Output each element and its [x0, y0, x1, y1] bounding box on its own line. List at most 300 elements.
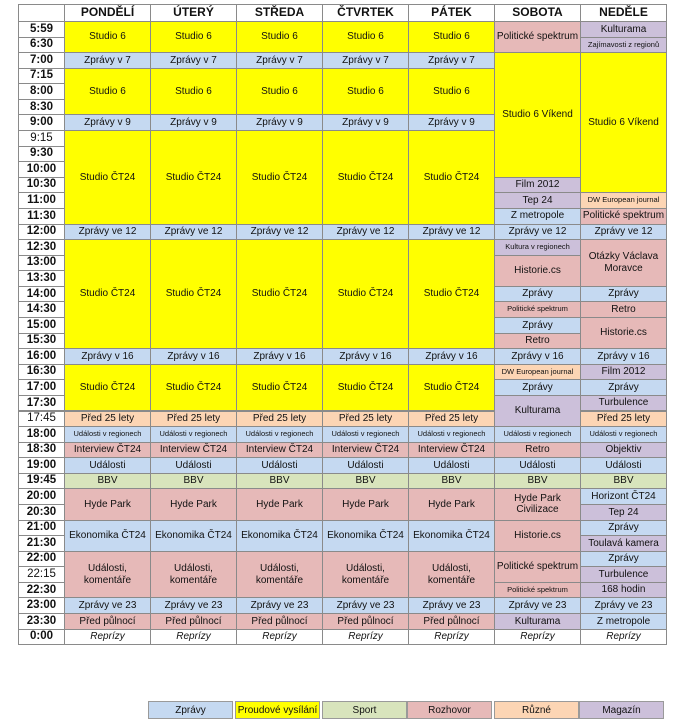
- program-studio-6-label: Studio 6: [433, 31, 470, 43]
- program-studio-ct24: [150, 364, 237, 412]
- program-reprizy-label: Reprízy: [90, 631, 125, 643]
- program-politicke-spektrum-label: Politické spektrum: [496, 31, 579, 43]
- program-ekonomika-ct24: [150, 520, 237, 552]
- program-studio-6: [64, 68, 151, 116]
- program-ekonomika-ct24: [322, 520, 409, 552]
- program-zpravy-v-7-label: Zprávy v 7: [256, 54, 303, 66]
- program-studio-ct24: [408, 239, 495, 349]
- program-dw-european-journal: [494, 364, 581, 381]
- day-header-ctvrtek: [322, 4, 409, 22]
- program-horizont-ct24: [580, 488, 667, 505]
- program-udalosti-label: Události: [261, 459, 298, 471]
- program-udalosti: [494, 457, 581, 474]
- program-otazky-vaclava-moravce-label: Otázky Václava Moravce: [588, 251, 659, 274]
- time-label-label: 15:30: [26, 334, 57, 347]
- program-studio-6: [150, 21, 237, 53]
- program-studio-ct24-label: Studio ČT24: [79, 171, 136, 183]
- program-studio-ct24-label: Studio ČT24: [165, 171, 222, 183]
- program-zpravy-v-16: [150, 348, 237, 365]
- program-studio-ct24-label: Studio ČT24: [337, 288, 394, 300]
- program-udalosti-v-regionech-label: Události v regionech: [503, 429, 572, 439]
- program-pred-25-lety: [580, 411, 667, 428]
- program-reprizy: [580, 629, 667, 646]
- program-film-2012-label: Film 2012: [515, 179, 560, 191]
- program-studio-6: [408, 21, 495, 53]
- program-bbv-label: BBV: [527, 475, 548, 487]
- program-zpravy-ve-12-label: Zprávy ve 12: [422, 226, 481, 238]
- program-ekonomika-ct24-label: Ekonomika ČT24: [69, 529, 146, 541]
- program-kulturama: [580, 21, 667, 38]
- time-label-label: 23:30: [26, 614, 57, 627]
- time-label: [18, 286, 65, 303]
- program-politicke-spektrum-label: Politické spektrum: [507, 304, 568, 314]
- program-turbulence-label: Turbulence: [598, 568, 649, 580]
- program-pred-pulnoci-label: Před půlnocí: [337, 615, 394, 627]
- program-hyde-park-label: Hyde Park: [170, 498, 217, 510]
- program-hyde-park: [408, 488, 495, 520]
- program-historie-cs-label: Historie.cs: [514, 529, 561, 541]
- program-zpravy-ve-12-label: Zprávy ve 12: [508, 226, 567, 238]
- program-ekonomika-ct24: [64, 520, 151, 552]
- program-historie-cs: [494, 255, 581, 287]
- program-interview-ct24-label: Interview ČT24: [417, 444, 486, 456]
- program-zpravy-v-16-label: Zprávy v 16: [597, 350, 650, 362]
- program-studio-ct24: [322, 239, 409, 349]
- program-zpravy-v-16: [236, 348, 323, 365]
- program-reprizy: [64, 629, 151, 646]
- time-label: [18, 270, 65, 287]
- time-label-label: 18:00: [26, 427, 57, 440]
- program-udalosti-label: Události: [347, 459, 384, 471]
- program-studio-6-vikend-label: Studio 6 Víkend: [502, 109, 573, 121]
- time-label-label: 11:00: [27, 194, 56, 207]
- time-label: [18, 629, 65, 646]
- program-zpravy-label: Zprávy: [522, 319, 553, 331]
- time-label: [18, 99, 65, 116]
- program-bbv: [494, 473, 581, 490]
- program-studio-6-vikend-label: Studio 6 Víkend: [588, 117, 659, 129]
- program-zpravy-v-16-label: Zprávy v 16: [425, 350, 478, 362]
- program-dw-european-journal: [580, 192, 667, 209]
- time-label-label: 8:00: [29, 84, 54, 97]
- program-kulturama-label: Kulturama: [514, 405, 561, 417]
- time-label: [18, 535, 65, 552]
- program-reprizy: [408, 629, 495, 646]
- program-hyde-park: [322, 488, 409, 520]
- program-zpravy-ve-12: [494, 224, 581, 241]
- program-udalosti-komentare: [64, 551, 151, 599]
- program-pred-25-lety: [64, 411, 151, 428]
- program-reprizy-label: Reprízy: [176, 631, 211, 643]
- program-zpravy-v-16: [408, 348, 495, 365]
- time-label: [18, 192, 65, 209]
- program-politicke-spektrum: [494, 551, 581, 583]
- program-film-2012-label: Film 2012: [601, 366, 646, 378]
- program-studio-6-label: Studio 6: [175, 85, 212, 97]
- program-zpravy-v-16-label: Zprávy v 16: [167, 350, 220, 362]
- time-label-label: 22:30: [26, 583, 57, 596]
- program-zpravy: [494, 286, 581, 303]
- time-label: [18, 239, 65, 256]
- program-zpravy: [494, 379, 581, 396]
- time-label-label: 16:00: [26, 349, 57, 362]
- program-retro-label: Retro: [525, 335, 550, 347]
- program-hyde-park: [150, 488, 237, 520]
- program-bbv: [150, 473, 237, 490]
- program-pred-25-lety-label: Před 25 lety: [80, 413, 135, 425]
- program-reprizy: [150, 629, 237, 646]
- program-zpravy: [580, 379, 667, 396]
- program-udalosti-v-regionech-label: Události v regionech: [73, 429, 142, 439]
- program-historie-cs-label: Historie.cs: [514, 265, 561, 277]
- day-header-nedele-label: NEDĚLE: [599, 5, 648, 20]
- program-zpravy-ve-12-label: Zprávy ve 12: [78, 226, 137, 238]
- program-studio-ct24: [408, 130, 495, 224]
- program-studio-6-label: Studio 6: [175, 31, 212, 43]
- program-zpravy-ve-23: [580, 597, 667, 614]
- program-pred-25-lety-label: Před 25 lety: [338, 413, 393, 425]
- program-z-metropole-label: Z metropole: [510, 210, 565, 222]
- program-interview-ct24: [64, 442, 151, 459]
- time-label: [18, 504, 65, 521]
- program-zpravy-ve-23: [236, 597, 323, 614]
- program-bbv-label: BBV: [355, 475, 376, 487]
- time-label: [18, 208, 65, 225]
- time-label-label: 16:30: [26, 365, 57, 378]
- time-label-label: 19:45: [26, 474, 57, 487]
- time-label: [18, 130, 65, 147]
- program-zpravy-label: Zprávy: [608, 553, 639, 565]
- program-zpravy-ve-23-label: Zprávy ve 23: [594, 599, 653, 611]
- time-label-label: 8:30: [29, 100, 54, 113]
- time-label-label: 6:30: [29, 38, 54, 51]
- program-politicke-spektrum: [494, 21, 581, 53]
- program-udalosti-v-regionech: [408, 426, 495, 443]
- program-studio-ct24-label: Studio ČT24: [337, 171, 394, 183]
- program-z-metropole-label: Z metropole: [596, 615, 651, 627]
- program-studio-ct24-label: Studio ČT24: [337, 381, 394, 393]
- program-turbulence-label: Turbulence: [598, 397, 649, 409]
- program-zpravy-v-16: [580, 348, 667, 365]
- program-hyde-park: [64, 488, 151, 520]
- program-zpravy-v-7-label: Zprávy v 7: [428, 54, 475, 66]
- program-pred-25-lety: [322, 411, 409, 428]
- time-label-label: 21:00: [26, 521, 57, 534]
- time-label-label: 9:30: [29, 147, 54, 160]
- program-hyde-park-label: Hyde Park: [428, 498, 475, 510]
- program-tep-24-label: Tep 24: [608, 506, 639, 518]
- program-studio-6-label: Studio 6: [261, 85, 298, 97]
- program-studio-6: [408, 68, 495, 116]
- program-zpravy-v-9: [322, 114, 409, 131]
- program-studio-6: [64, 21, 151, 53]
- program-udalosti: [150, 457, 237, 474]
- time-label: [18, 68, 65, 85]
- day-header-ctvrtek-label: ČTVRTEK: [337, 5, 394, 20]
- program-zpravy-ve-12-label: Zprávy ve 12: [250, 226, 309, 238]
- program-reprizy: [322, 629, 409, 646]
- time-label: [18, 597, 65, 614]
- program-reprizy-label: Reprízy: [348, 631, 383, 643]
- legend-label: Rozhovor: [428, 704, 471, 716]
- program-retro: [494, 333, 581, 350]
- program-udalosti-komentare: [150, 551, 237, 599]
- day-header-patek-label: PÁTEK: [431, 5, 472, 20]
- program-168-hodin: [580, 582, 667, 599]
- legend-label: Sport: [352, 704, 377, 716]
- time-label: [18, 114, 65, 131]
- program-studio-ct24: [64, 239, 151, 349]
- program-zpravy-ve-23: [150, 597, 237, 614]
- program-pred-25-lety: [408, 411, 495, 428]
- program-studio-ct24: [64, 364, 151, 412]
- program-zpravy-v-9: [64, 114, 151, 131]
- program-studio-ct24-label: Studio ČT24: [165, 288, 222, 300]
- program-studio-6: [322, 21, 409, 53]
- legend-zpravy: [148, 701, 233, 719]
- time-label: [18, 52, 65, 69]
- program-studio-ct24: [408, 364, 495, 412]
- program-ekonomika-ct24: [236, 520, 323, 552]
- program-pred-25-lety: [236, 411, 323, 428]
- time-label: [18, 333, 65, 350]
- program-zpravy-ve-12: [64, 224, 151, 241]
- time-label: [18, 551, 65, 568]
- program-kulturama: [494, 613, 581, 630]
- program-udalosti-v-regionech-label: Události v regionech: [417, 429, 486, 439]
- program-zpravy-ve-23: [64, 597, 151, 614]
- program-studio-6-vikend: [494, 52, 581, 178]
- program-zpravy-v-16-label: Zprávy v 16: [253, 350, 306, 362]
- program-zpravy-v-7: [150, 52, 237, 69]
- legend-label: Proudové vysílání: [237, 704, 318, 716]
- program-politicke-spektrum-label: Politické spektrum: [582, 210, 665, 222]
- program-udalosti: [64, 457, 151, 474]
- program-udalosti: [236, 457, 323, 474]
- program-zpravy-v-16-label: Zprávy v 16: [339, 350, 392, 362]
- program-studio-6-label: Studio 6: [89, 31, 126, 43]
- program-zpravy-ve-23-label: Zprávy ve 23: [336, 599, 395, 611]
- program-zpravy-ve-23: [494, 597, 581, 614]
- program-zpravy-label: Zprávy: [522, 381, 553, 393]
- program-bbv-label: BBV: [183, 475, 204, 487]
- program-zpravy-ve-23: [408, 597, 495, 614]
- program-bbv: [64, 473, 151, 490]
- program-reprizy-label: Reprízy: [434, 631, 469, 643]
- program-toulava-kamera-label: Toulavá kamera: [588, 537, 659, 549]
- program-dw-european-journal-label: DW European journal: [587, 195, 660, 205]
- program-zpravy-v-7: [408, 52, 495, 69]
- program-zajimavosti-z-regionu-label: Zajímavosti z regionů: [587, 39, 660, 49]
- program-pred-pulnoci: [322, 613, 409, 630]
- program-interview-ct24-label: Interview ČT24: [73, 444, 142, 456]
- program-zpravy-v-9-label: Zprávy v 9: [428, 117, 475, 128]
- program-udalosti-v-regionech: [494, 426, 581, 443]
- time-label: [18, 473, 65, 490]
- program-bbv-label: BBV: [613, 475, 634, 487]
- day-header-utery: [150, 4, 237, 22]
- time-label-label: 13:30: [26, 271, 57, 284]
- program-retro-label: Retro: [525, 444, 550, 456]
- program-studio-ct24-label: Studio ČT24: [79, 288, 136, 300]
- program-toulava-kamera: [580, 535, 667, 552]
- program-hyde-park: [236, 488, 323, 520]
- program-studio-ct24: [236, 239, 323, 349]
- program-bbv: [408, 473, 495, 490]
- time-label-label: 17:00: [26, 381, 57, 393]
- program-pred-pulnoci: [408, 613, 495, 630]
- program-zpravy-ve-23: [322, 597, 409, 614]
- program-studio-6-label: Studio 6: [347, 85, 384, 97]
- program-ekonomika-ct24-label: Ekonomika ČT24: [155, 529, 232, 541]
- program-zpravy-v-16: [64, 348, 151, 365]
- day-header-pondeli-label: PONDĚLÍ: [80, 5, 135, 20]
- program-studio-ct24: [236, 364, 323, 412]
- header-corner: [18, 4, 65, 22]
- program-historie-cs: [494, 520, 581, 552]
- time-label: [18, 426, 65, 443]
- program-kulturama-label: Kulturama: [600, 23, 647, 35]
- program-film-2012: [580, 364, 667, 381]
- program-udalosti-v-regionech-label: Události v regionech: [589, 429, 658, 439]
- program-historie-cs: [580, 317, 667, 349]
- program-zpravy-v-16: [322, 348, 409, 365]
- program-zpravy-v-7-label: Zprávy v 7: [170, 54, 217, 66]
- program-zpravy-v-9-label: Zprávy v 9: [170, 117, 217, 128]
- time-label: [18, 442, 65, 459]
- program-studio-ct24: [150, 130, 237, 224]
- program-studio-6-label: Studio 6: [261, 31, 298, 43]
- program-zpravy: [580, 551, 667, 568]
- time-label: [18, 379, 65, 396]
- program-pred-pulnoci: [236, 613, 323, 630]
- program-zpravy-v-9-label: Zprávy v 9: [84, 117, 131, 128]
- program-studio-6-label: Studio 6: [89, 85, 126, 97]
- time-label: [18, 37, 65, 54]
- time-label: [18, 411, 65, 428]
- program-udalosti-komentare-label: Události, komentáře: [427, 563, 476, 586]
- program-objektiv: [580, 442, 667, 459]
- program-udalosti-v-regionech: [64, 426, 151, 443]
- program-zajimavosti-z-regionu: [580, 37, 667, 54]
- program-zpravy-v-7: [236, 52, 323, 69]
- time-label-label: 10:30: [26, 178, 57, 191]
- legend-rozhovor: [407, 701, 492, 719]
- time-label: [18, 161, 65, 178]
- time-label: [18, 520, 65, 537]
- program-zpravy-v-7-label: Zprávy v 7: [342, 54, 389, 66]
- program-zpravy-ve-12: [150, 224, 237, 241]
- program-udalosti-label: Události: [519, 459, 556, 471]
- program-studio-ct24: [322, 130, 409, 224]
- time-label: [18, 255, 65, 272]
- program-zpravy-ve-12: [408, 224, 495, 241]
- program-dw-european-journal-label: DW European journal: [501, 366, 574, 376]
- program-hyde-park-civilizace-label: Hyde Park Civilizace: [514, 492, 561, 516]
- program-zpravy-v-7-label: Zprávy v 7: [84, 54, 131, 66]
- program-interview-ct24-label: Interview ČT24: [331, 444, 400, 456]
- time-label: [18, 457, 65, 474]
- time-label: [18, 301, 65, 318]
- day-header-utery-label: ÚTERÝ: [173, 5, 214, 20]
- time-label: [18, 348, 65, 365]
- program-168-hodin-label: 168 hodin: [601, 584, 646, 596]
- program-film-2012: [494, 177, 581, 194]
- program-studio-ct24-label: Studio ČT24: [79, 381, 136, 393]
- program-pred-25-lety: [150, 411, 237, 428]
- legend-label: Různé: [522, 704, 551, 716]
- program-zpravy-v-16-label: Zprávy v 16: [81, 350, 134, 362]
- program-otazky-vaclava-moravce: [580, 239, 667, 287]
- time-label: [18, 582, 65, 599]
- time-label: [18, 21, 65, 38]
- program-kultura-v-regionech-label: Kultura v regionech: [505, 242, 570, 252]
- program-bbv: [236, 473, 323, 490]
- time-label-label: 17:45: [27, 412, 56, 425]
- legend-label: Magazín: [602, 704, 641, 716]
- program-retro: [494, 442, 581, 459]
- program-zpravy-v-9-label: Zprávy v 9: [256, 117, 303, 128]
- program-politicke-spektrum-label: Politické spektrum: [496, 561, 579, 573]
- day-header-streda-label: STŘEDA: [254, 5, 305, 20]
- program-udalosti-label: Události: [433, 459, 470, 471]
- program-studio-ct24: [64, 130, 151, 224]
- program-studio-ct24: [322, 364, 409, 412]
- program-zpravy-ve-12-label: Zprávy ve 12: [164, 226, 223, 238]
- program-zpravy-ve-23-label: Zprávy ve 23: [164, 599, 223, 611]
- program-bbv: [322, 473, 409, 490]
- program-zpravy-v-9: [408, 114, 495, 131]
- program-udalosti: [408, 457, 495, 474]
- legend-ruzne: [494, 701, 579, 719]
- time-label-label: 19:00: [26, 458, 57, 471]
- day-header-sobota: [494, 4, 581, 22]
- time-label-label: 9:00: [29, 116, 54, 129]
- program-zpravy-ve-23-label: Zprávy ve 23: [78, 599, 137, 611]
- program-zpravy-v-9: [236, 114, 323, 131]
- program-pred-pulnoci: [64, 613, 151, 630]
- day-header-sobota-label: SOBOTA: [512, 5, 563, 20]
- program-studio-6: [236, 68, 323, 116]
- program-studio-ct24-label: Studio ČT24: [251, 171, 308, 183]
- program-udalosti-komentare-label: Události, komentáře: [169, 563, 218, 586]
- day-header-pondeli: [64, 4, 151, 22]
- program-studio-ct24-label: Studio ČT24: [165, 381, 222, 393]
- program-ekonomika-ct24-label: Ekonomika ČT24: [327, 529, 404, 541]
- day-header-nedele: [580, 4, 667, 22]
- time-label: [18, 395, 65, 412]
- program-udalosti: [322, 457, 409, 474]
- program-tep-24: [580, 504, 667, 521]
- program-zpravy-v-9: [150, 114, 237, 131]
- program-retro: [580, 301, 667, 318]
- time-label-label: 18:30: [26, 443, 57, 456]
- program-zpravy-v-9-label: Zprávy v 9: [342, 117, 389, 128]
- program-studio-6: [236, 21, 323, 53]
- time-label-label: 13:00: [26, 256, 57, 269]
- time-label: [18, 146, 65, 163]
- program-hyde-park-label: Hyde Park: [84, 498, 131, 510]
- time-label-label: 20:00: [26, 490, 57, 503]
- program-reprizy-label: Reprízy: [606, 631, 641, 643]
- program-ekonomika-ct24-label: Ekonomika ČT24: [413, 529, 490, 541]
- program-zpravy-label: Zprávy: [608, 288, 639, 300]
- program-zpravy-ve-12: [580, 224, 667, 241]
- time-label-label: 17:30: [26, 396, 57, 409]
- program-studio-ct24-label: Studio ČT24: [251, 381, 308, 393]
- program-zpravy-ve-12: [236, 224, 323, 241]
- time-label: [18, 83, 65, 100]
